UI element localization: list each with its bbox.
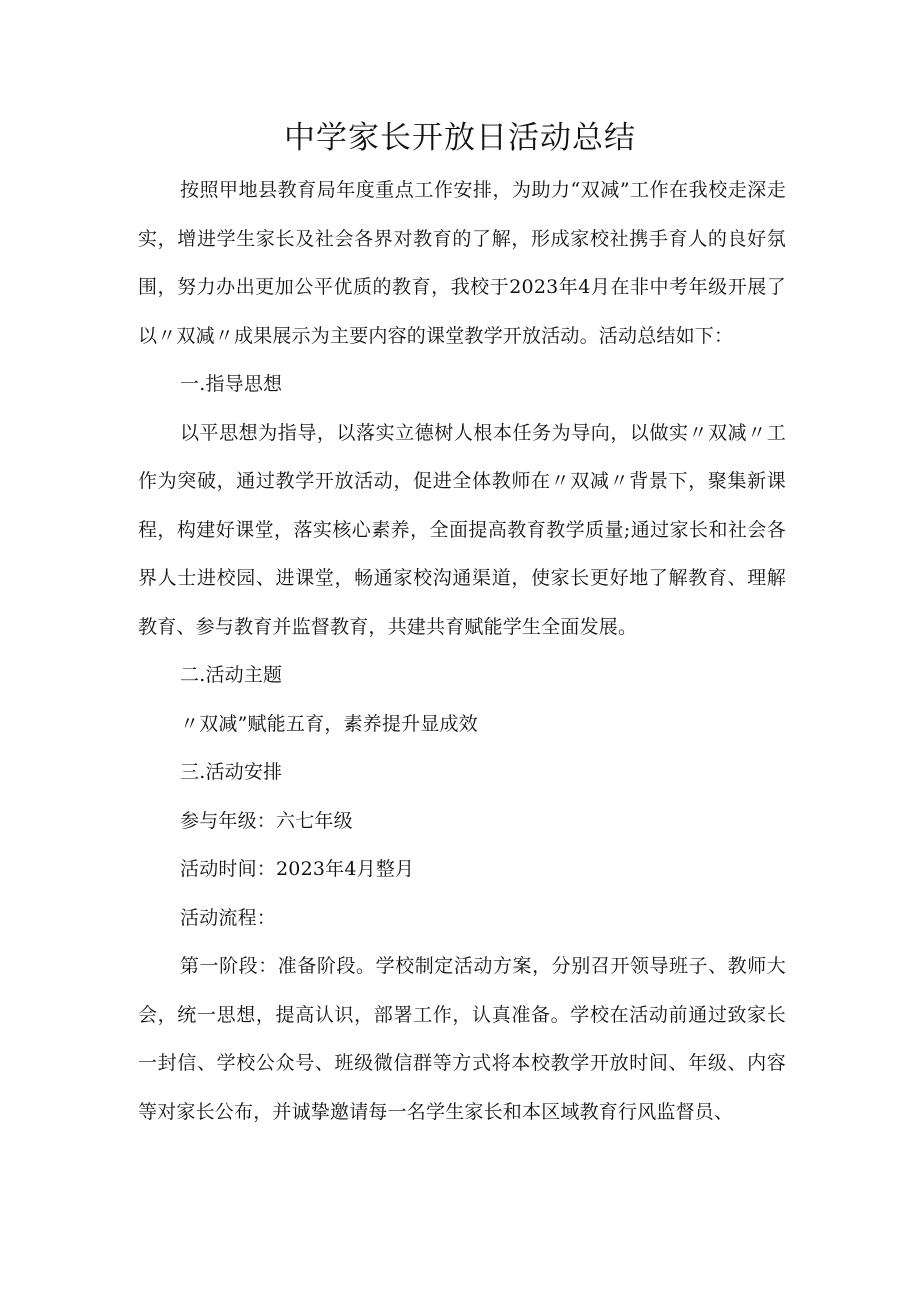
document-body [138,166,786,1136]
activity-theme-text: 〃双减”赋能五育，素养提升显成效 [180,712,478,735]
document-title: 中学家长开放日活动总结 [284,120,636,156]
section-heading-activity-arrangement: 三.活动安排 [180,761,283,783]
guiding-ideology-paragraph: 以平思想为指导，以落实立德树人根本任务为导向，以做实〃双减〃工作为突破，通过教学开放活动，促进全体教师在〃双减〃背景下，聚集新课程，构建好课堂，落实核心素养，全面提高教育教学质量;通过家长和社会各界人士进校园、进课堂，畅通家校沟通渠道，使家长更好地了解教育、理解教育、参与教育并监督教育，共建共育赋能学生全面发展。 [138,421,786,638]
section-heading-activity-theme: 二.活动主题 [180,664,283,686]
section-heading-guiding-ideology: 一.指导思想 [180,373,283,395]
intro-paragraph: 按照甲地县教育局年度重点工作安排，为助力“双减”工作在我校走深走实，增进学生家长及社会各界对教育的了解，形成家校社携手育人的良好氛围，努力办出更加公平优质的教育，我校于2023年4月在非中考年级开展了以〃双减〃成果展示为主要内容的课堂教学开放活动。活动总结如下： [138,179,786,347]
stage-one-paragraph: 第一阶段：准备阶段。学校制定活动方案，分别召开领导班子、教师大会，统一思想，提高认识，部署工作，认真准备。学校在活动前通过致家长一封信、学校公众号、班级微信群等方式将本校教学开放时间、年级、内容等对家长公布，并诚挚邀请每一名学生家长和本区域教育行风监督员、 [138,955,786,1123]
activity-process-label: 活动流程： [180,906,277,929]
participating-grades: 参与年级：六七年级 [180,809,353,832]
activity-time: 活动时间：2023年4月整月 [180,858,415,880]
